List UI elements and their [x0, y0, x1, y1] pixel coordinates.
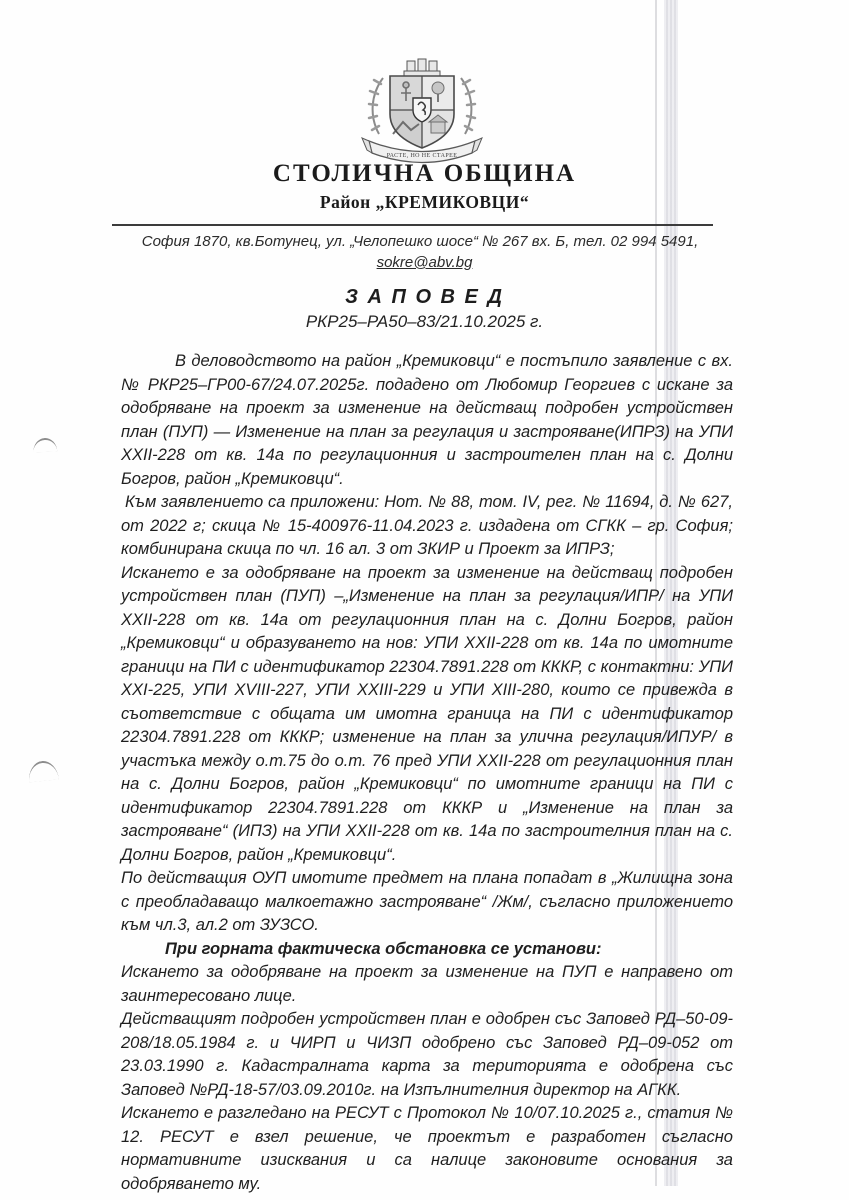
paragraph-intro: В деловодството на район „Кремиковци“ е постъпило заявление с вх.№ РКР25–ГР00-67/24.07.2025г. подадено от Любомир Георгиев с искане за одобряване на проект за изменение на действащ подробен устройствен план (ПУП) — Изменение на план за регулация и застрояване(ИПРЗ) на УПИ XXII-228 от кв. 14а по регулационния и застроителен план на с. Долни Богров, район „Кремиковци“.: [121, 352, 733, 488]
resolution-heading: При горната фактическа обстановка се установи:: [165, 939, 602, 958]
crown-icon: [404, 59, 440, 76]
document-number: РКР25–РА50–83/21.10.2025 г.: [305, 312, 544, 331]
emblem-motto: РАСТЕ, НО НЕ СТАРЕЕ: [386, 153, 458, 159]
paragraph-oup-zone: По действащия ОУП имотите предмет на плана попадат в „Жилищна зона с преобладаващо малкоетажно застрояване“ /Жм/, съгласно приложението към чл.3, ал.2 от ЗУЗСО.: [121, 869, 733, 934]
email-line: [0, 254, 849, 271]
paragraph-plan-history: Действащият подробен устройствен план е одобрен със Заповед РД–50-09-208/18.05.1984 г. и ЧИРП и ЧИЗП одобрено със Заповед РД–09-052 от 23.03.1990 г. Кадастралната карта за територията е одобрена със Заповед №РД-18-57/03.09.2010г. на Изпълнителния директор на АГКК.: [121, 1010, 733, 1099]
district-name: Район „КРЕМИКОВЦИ“: [319, 192, 530, 212]
document-title: З А П О В Е Д: [345, 286, 504, 308]
shield-icon: [390, 76, 454, 152]
laurel-right-icon: [461, 78, 475, 134]
letterhead-divider: [112, 224, 713, 226]
address-line: София 1870, кв.Ботунец, ул. „Челопешко шосе“ № 267 вх. Б, тел. 02 994 5491,: [141, 233, 699, 250]
document-body: [121, 350, 733, 1196]
sofia-coat-of-arms-icon: [357, 58, 487, 171]
email-link[interactable]: sokre@abv.bg: [376, 254, 473, 271]
paragraph-request-details: Искането е за одобряване на проект за изменение на действащ подробен устройствен план (ПУП) –„Изменение на план за регулация/ИПР/ на УПИ XXII-228 от кв. 14а от регулационния план на с. Долни Богров, район „Кремиковци“ и образуването на нов: УПИ XXII-228 от кв. 14а по имотните граници на ПИ с идентификатор 22304.7891.228 от КККР, с контактни: УПИ XXI-225, УПИ XVIII-227, УПИ XXIII-229 и УПИ XIII-280, които се привежда в съответствие с общата им имотна граница на ПИ с идентификатор 22304.7891.228 от КККР; изменение на план за улична регулация/ИПУР/ в участъка между о.т.75 до о.т. 76 пред УПИ XXII-228 от регулационния план на с. Долни Богров, район „Кремиковци“ по имотните граници на ПИ с идентификатор 22304.7891.228 от КККР и „Изменение на план за застрояване“ (ИПЗ) на УПИ XXII-228 от кв. 14а по застроителния план на с. Долни Богров, район „Кремиковци“.: [121, 563, 733, 864]
lion-inescutcheon-icon: [413, 98, 431, 122]
paragraph-interested-party: Искането за одобряване на проект за изменение на ПУП е направено от заинтересовано лице.: [121, 963, 733, 1005]
scan-artifact-arc-bottom: [27, 759, 59, 782]
organization-name: СТОЛИЧНА ОБЩИНА: [272, 160, 577, 187]
paragraph-attachments: Към заявлението са приложени: Нот. № 88, том. IV, рег. № 11694, д. № 627, от 2022 г; скица № 15-400976-11.04.2023 г. издадена от СГКК – гр. София; комбинирана скица по чл. 16 ал. 3 от ЗКИР и Проект за ИПРЗ;: [121, 493, 733, 558]
scan-artifact-arc-top: [33, 437, 58, 452]
paragraph-resut-decision: Искането е разгледано на РЕСУТ с Протокол № 10/07.10.2025 г., статия № 12. РЕСУТ е взел решение, че проектът е разработен съгласно нормативните изисквания и са налице законовите основания за одобряването му.: [121, 1104, 733, 1193]
laurel-left-icon: [369, 78, 383, 134]
